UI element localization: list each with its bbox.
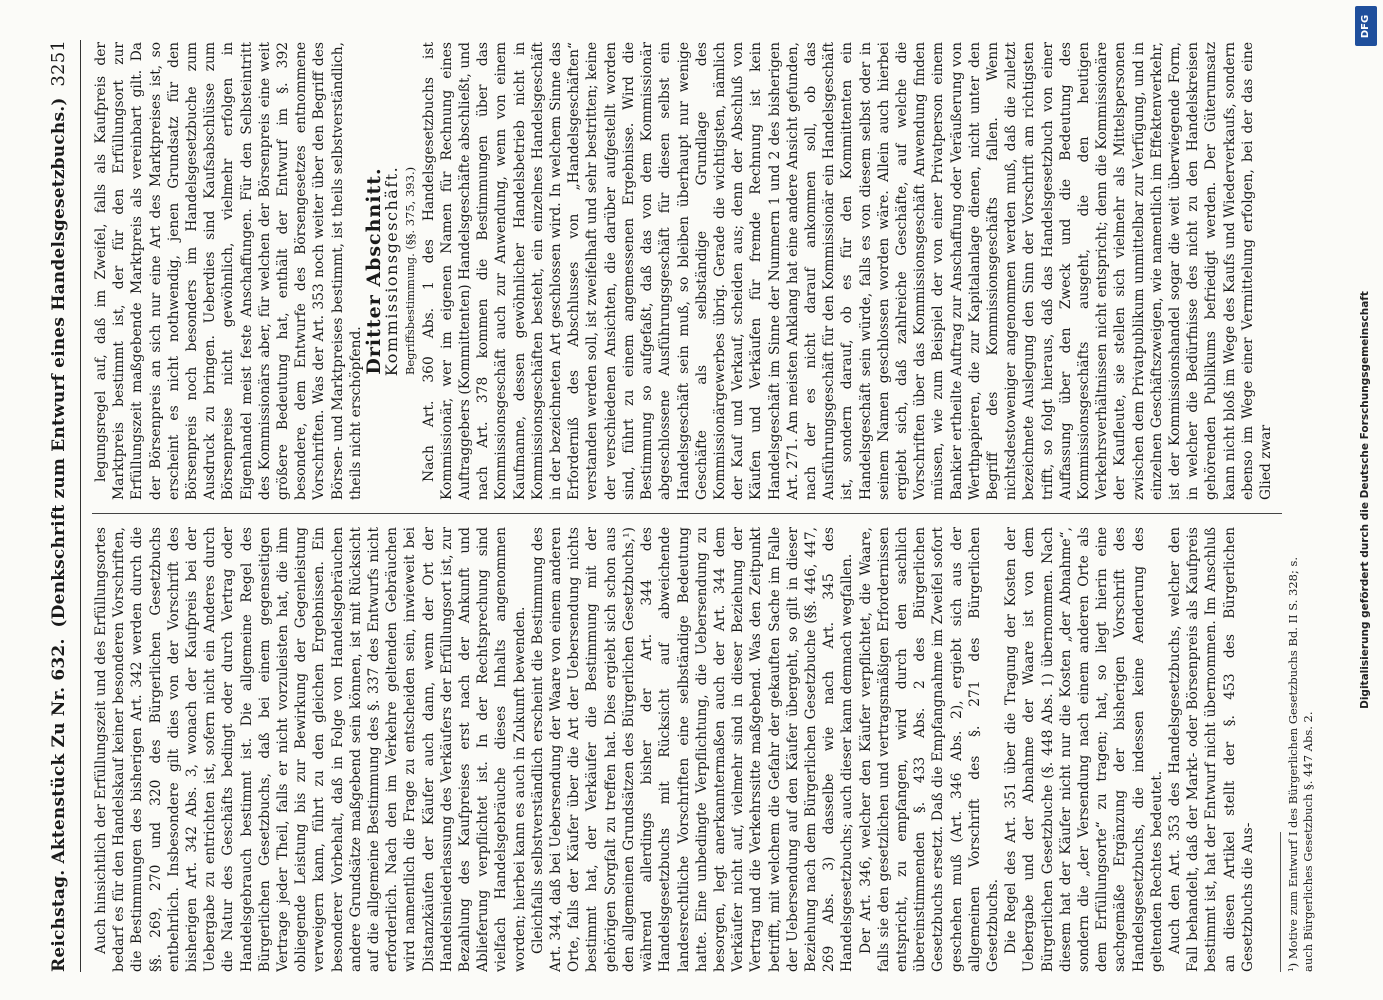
footnote: ¹) Motive zum Entwurf I des Bürgerlichen Gesetzbuchs Bd. II S. 328; s. auch Bürgerliches Gesetzbuch §. 447 Abs. 2.: [1286, 556, 1315, 972]
running-head-left: Reichstag. Aktenstück Zu Nr. 632.: [49, 638, 69, 972]
paragraph: Auch den Art. 353 des Handelsgesetzbuchs, welcher den Fall behandelt, daß der Markt- oder Börsenpreis als Kaufpreis bestimmt ist, hat der Entwurf nicht übernommen. Im Anschluß an diesen Artikel stellt der §. 453 des Bürgerlichen Gesetzbuchs die Aus-: [1166, 527, 1256, 972]
right-column: [92, 42, 1342, 500]
paragraph: legungsregel auf, daß im Zweifel, falls als Kaufpreis der Marktpreis bestimmt ist, der für den Erfüllungsort zur Erfüllungszeit maßgebende Marktpreis als vereinbart gilt. Da der Börsenpreis an sich nur eine Art des Marktpreises ist, so erscheint es nicht nothwendig, jenen Grundsatz für den Börsenpreis noch besonders im Handelsgesetzbuche zum Ausdruck zu bringen. Ueberdies sind Kaufsabschlüsse zum Börsenpreise nicht gewöhnlich, vielmehr erfolgen in Eigenhandel meist feste Anschaffungen. Für den Selbsteintritt des Kommissionärs aber, für welchen der Börsenpreis eine weit größere Bedeutung hat, enthält der Entwurf im §. 392 besondere, dem Entwurfe des Börsengesetzes entnommene Vorschriften. Was der Art. 353 noch weiter über den Begriff des Börsen- und Marktpreises bestimmt, ist theils selbstverständlich, theils nicht erschöpfend.: [93, 42, 364, 500]
dfg-logo: [1355, 6, 1377, 46]
header-rule: [80, 40, 81, 972]
paragraph: Nach Art. 360 Abs. 1 des Handelsgesetzbuchs ist Kommissionär, wer im eigenen Namen für Rechnung eines Auftraggebers (Kommittenten) Handelsgeschäfte abschließt, und nach Art. 378 kommen die Bestimmungen über das Kommissionsgeschäft auch zur Anwendung, wenn von einem Kaufmanne, dessen gewöhnlicher Handelsbetrieb nicht in Kommissionsgeschäften besteht, ein einzelnes Handelsgeschäft in der bezeichneten Art geschlossen wird. In welchem Sinne das Erforderniß des Abschlusses von „Handelsgeschäften“ verstanden werden soll, ist zweifelhaft und sehr bestritten; keine der verschiedenen Ansichten, die darüber aufgestellt worden sind, führt zu einem angemessenen Ergebnisse. Wird die Bestimmung so aufgefaßt, daß das von dem Kommissionär abgeschlossene Ausführungsgeschäft für diesen selbst ein Handelsgeschäft sein muß, so bleiben überhaupt nur wenige Geschäfte als selbständige Grundlage des Kommissionärgewerbes übrig. Gerade die wichtigsten, nämlich der Kauf und Verkauf, scheiden aus; denn der Abschluß von Käufen und Verkäufen für fremde Rechnung ist kein Handelsgeschäft im Sinne der Nummern 1 und 2 des bisherigen Art. 271. Am meisten Anklang hat eine andere Ansicht gefunden, nach der es nicht darauf ankommen soll, ob das Ausführungsgeschäft für den Kommissionär ein Handelsgeschäft ist, sondern darauf, ob es für den Kommittenten ein Handelsgeschäft sein würde, falls es von diesem selbst oder in seinem Namen geschlossen worden wäre. Allein auch hierbei ergiebt sich, daß zahlreiche Geschäfte, auf welche die Vorschriften über das Kommissionsgeschäft Anwendung finden müssen, wie zum Beispiel der von einer Privatperson einem Bankier ertheilte Auftrag zur Anschaffung oder Veräußerung von Werthpapieren, die zur Kapitalanlage dienen, nicht unter den Begriff des Kommissionsgeschäfts fallen. Wenn nichtsdestoweniger angenommen werden muß, daß die zuletzt bezeichnete Auslegung den Sinn der Vorschrift am richtigsten trifft, so folgt hieraus, daß das Handelsgesetzbuch von einer Auffassung über den Zweck und die Bedeutung des Kommissionsgeschäfts ausgeht, die den heutigen Verkehrsverhältnissen nicht entspricht; denn die Kommissionäre der Kaufleute, sie stellen sich vielmehr als Mittelspersonen zwischen dem Privatpublikum unmittelbar zur Verfügung, und in einzelnen Geschäftszweigen, wie namentlich im Effektenverkehr, ist der Kommissionshandel sogar die weit überwiegende Form, in welcher die Bedürfnisse des nicht zu den Handelskreisen gehörenden Publikums befriedigt werden. Der Güterumsatz kann nicht bloß im Wege des Kaufs und Wiederverkaufs, sondern ebenso im Wege einer Vermittelung erfolgen, bei der das eine Glied zwar: [420, 42, 1274, 500]
paragraph: Auch hinsichtlich der Erfüllungszeit und des Erfüllungsortes bedarf es für den Handelskauf keiner besonderen Vorschriften, die Bestimmungen des bisherigen Art. 342 werden durch die §§. 269, 270 und 320 des Bürgerlichen Gesetzbuchs entbehrlich. Insbesondere gilt dies von der Vorschrift des bisherigen Art. 342 Abs. 3, wonach der Kaufpreis bei der Uebergabe zu entrichten ist, sofern nicht ein Anderes durch die Natur des Geschäfts bedingt oder durch Vertrag oder Handelsgebrauch bestimmt ist. Die allgemeine Regel des Bürgerlichen Gesetzbuchs, daß bei einem gegenseitigen Vertrage jeder Theil, falls er nicht vorzuleisten hat, die ihm obliegende Leistung bis zur Bewirkung der Gegenleistung verweigern kann, führt zu den gleichen Ergebnissen. Ein besonderer Vorbehalt, daß in Folge von Handelsgebräuchen andere Grundsätze maßgebend sein können, ist mit Rücksicht auf die allgemeine Bestimmung des §. 337 des Entwurfs nicht erforderlich. Nach den im Verkehre geltenden Gebräuchen wird namentlich die Frage zu entscheiden sein, inwieweit bei Distanzkäufen der Käufer auch dann, wenn der Ort der Handelsniederlassung des Verkäufers der Erfüllungsort ist, zur Bezahlung des Kaufpreises erst nach der Ankunft und Ablieferung verpflichtet ist. In der Rechtsprechung sind vielfach Handelsgebräuche dieses Inhalts angenommen worden; hierbei kann es auch in Zukunft bewenden.: [93, 527, 528, 972]
footnote-rule: [1280, 832, 1281, 972]
section-title: Dritter Abschnitt.: [363, 167, 386, 375]
section-reference: Begriffsbestimmung. (§§. 375, 393.): [403, 166, 418, 376]
dfg-logo-text: DFG: [1360, 14, 1372, 38]
section-subtitle: Kommissionsgeschäft.: [382, 165, 402, 377]
running-head-title: (Denkschrift zum Entwurf eines Handelsgesetzbuchs.): [49, 97, 69, 628]
credit-text: Digitalisierung gefördert durch die Deutsche Forschungsgemeinschaft: [1359, 291, 1371, 709]
paragraph: Die Regel des Art. 351 über die Tragung der Kosten der Uebergabe und der Abnahme der Waare ist von dem Bürgerlichen Gesetzbuche (§. 448 Abs. 1) übernommen. Nach diesem hat der Käufer nicht nur die Kosten „der Abnahme“, sondern die „der Versendung nach einem anderen Orte als dem Erfüllungsorte“ zu tragen; hat, so liegt hierin eine sachgemäße Ergänzung der bisherigen Vorschrift des Handelsgesetzbuchs, die indessen keine Aenderung des geltenden Rechtes bedeutet.: [1003, 527, 1165, 972]
digitization-credit: [1351, 0, 1379, 1000]
paragraph: Der Art. 346, welcher den Käufer verpflichtet, die Waare, falls sie den gesetzlichen und vertragsmäßigen Erfordernissen entspricht, zu empfangen, wird durch den sachlich übereinstimmenden §. 433 Abs. 2 des Bürgerlichen Gesetzbuchs ersetzt. Daß die Empfangnahme im Zweifel sofort geschehen muß (Art. 346 Abs. 2), ergiebt sich aus der allgemeinen Vorschrift des §. 271 des Bürgerlichen Gesetzbuchs.: [857, 527, 1001, 972]
column-divider: [92, 513, 1282, 514]
left-column: [92, 527, 1274, 972]
page-number: 3251: [48, 40, 69, 87]
paragraph: Gleichfalls selbstverständlich erscheint die Bestimmung des Art. 344, daß bei Uebersendung der Waare von einem anderen Orte, falls der Käufer über die Art der Uebersendung nichts bestimmt hat, der Verkäufer die Bestimmung mit der gehörigen Sorgfalt zu treffen hat. Dies ergiebt sich schon aus den allgemeinen Grundsätzen des Bürgerlichen Gesetzbuchs,¹) während allerdings bisher der Art. 344 des Handelsgesetzbuchs mit Rücksicht auf abweichende landesrechtliche Vorschriften eine selbständige Bedeutung hatte. Eine unbedingte Verpflichtung, die Uebersendung zu besorgen, legt anerkanntermaßen auch der Art. 344 dem Verkäufer nicht auf, vielmehr sind in dieser Beziehung der Vertrag und die Verkehrssitte maßgebend. Was den Zeitpunkt betrifft, mit welchem die Gefahr der gekauften Sache im Falle der Uebersendung auf den Käufer übergeht, so gilt in dieser Beziehung nach dem Bürgerlichen Gesetzbuche (§§. 446, 447, 269 Abs. 3) dasselbe wie nach Art. 345 des Handelsgesetzbuchs; auch dieser kann demnach wegfallen.: [529, 527, 856, 972]
running-head: [48, 40, 78, 972]
